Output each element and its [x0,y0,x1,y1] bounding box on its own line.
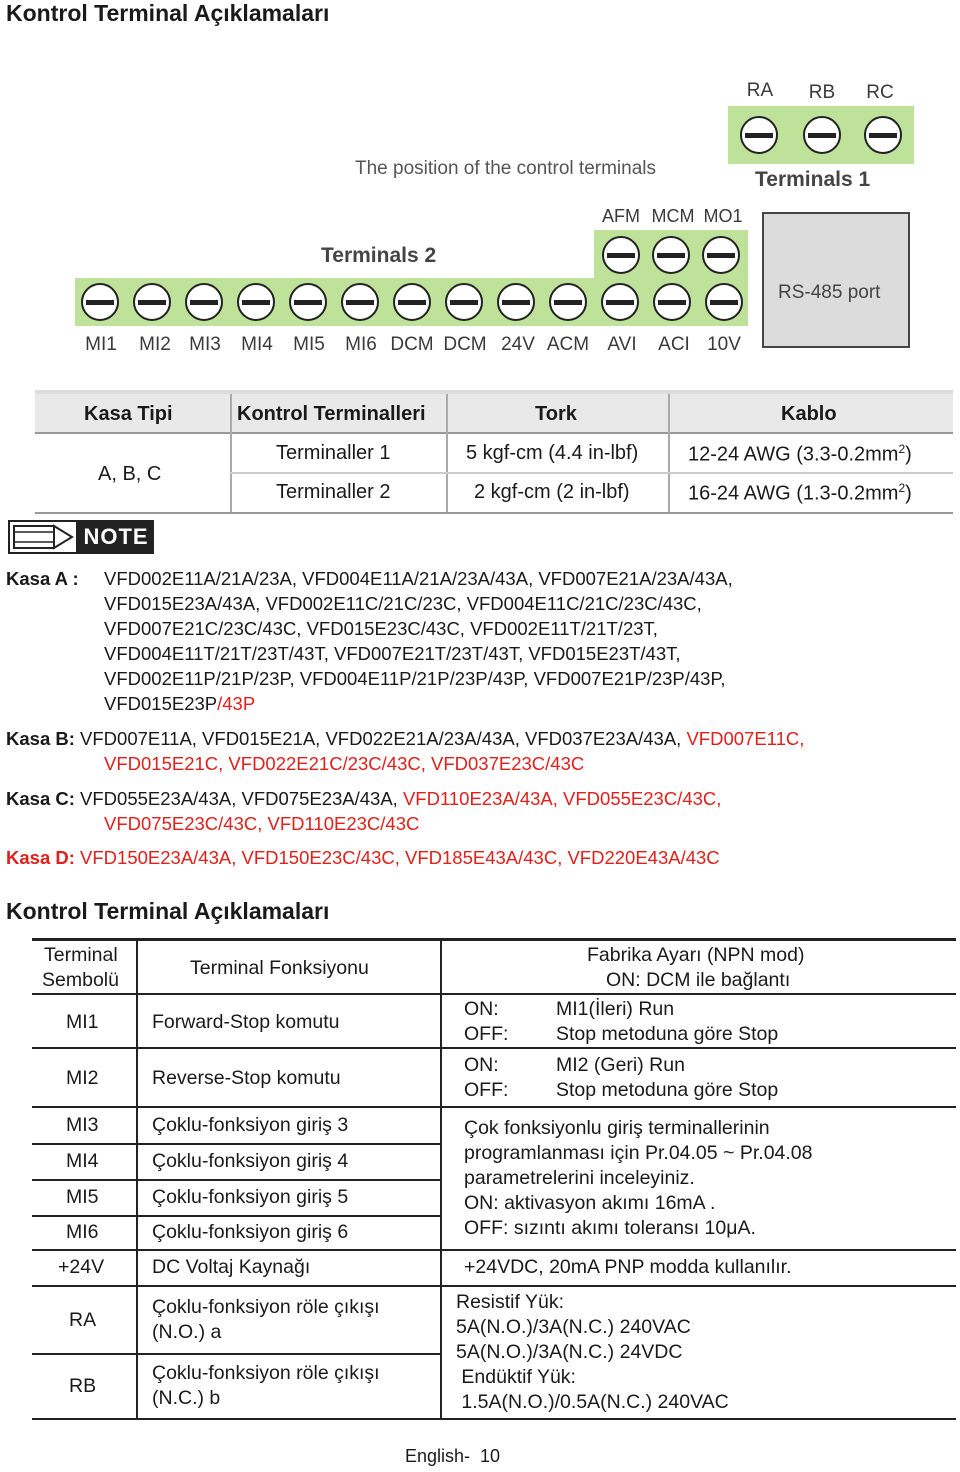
screw-icon [653,283,691,321]
terminal-label-dcm: DCM [443,334,487,355]
spec-header-kablo: Kablo [781,403,837,425]
spec-header-tork: Tork [535,403,577,425]
relay-terminal-block [728,106,914,164]
off-label: OFF: [464,1079,509,1101]
spec-kablo-2-text: 16-24 AWG (1.3-0.2mm [688,482,899,505]
spec-divider [230,394,232,514]
screw-icon [81,283,119,321]
multi-desc-line: parametrelerini inceleyiniz. [464,1167,695,1189]
table-rule [32,1143,440,1145]
model-text: VFD055E23A/43A, VFD075E23A/43A, [80,788,398,809]
multi-desc-line: Çok fonksiyonlu giriş terminallerinin [464,1117,770,1139]
spec-divider [668,394,670,514]
terminal-label-afm: AFM [602,206,640,226]
screw-icon [705,283,743,321]
model-text-red: VFD150E23A/43A, VFD150E23C/43C, VFD185E43A/43C, VFD220E43A/43C [80,847,720,868]
relay-desc-line: 5A(N.O.)/3A(N.C.) 240VAC [456,1316,691,1338]
model-text: VFD007E11A, VFD015E21A, VFD022E21A/23A/43A, VFD037E23A/43A, [80,728,682,749]
table-rule [32,1215,440,1217]
spec-divider [35,512,953,514]
relay-label-rb: RB [808,82,836,103]
screw-icon [237,283,275,321]
spec-tork-2: 2 kgf-cm (2 in-lbf) [474,481,630,503]
kasa-c-line2: VFD075E23C/43C, VFD110E23C/43C [104,813,420,834]
symbol-mi4: MI4 [66,1150,99,1172]
pencil-icon [8,520,78,554]
multi-desc-line: OFF: sızıntı akımı toleransı 10μA. [464,1217,756,1239]
screw-icon [393,283,431,321]
kasa-d-line [6,845,720,870]
spec-terminal-2: Terminaller 2 [276,481,391,503]
page-footer: English- 10 [405,1446,501,1466]
multi-desc-line: ON: aktivasyon akımı 16mA . [464,1192,716,1214]
table-rule [32,1353,440,1355]
off-text-mi2: Stop metoduna göre Stop [556,1079,779,1101]
spec-header-terminals: Kontrol Terminalleri [237,403,426,425]
function-mi5: Çoklu-fonksiyon giriş 5 [152,1186,349,1208]
spec-kablo-2 [688,481,912,506]
relay-desc-line: Resistif Yük: [456,1291,565,1313]
header-factory: ON: DCM ile bağlantı [606,969,791,991]
symbol-ra: RA [69,1309,97,1331]
model-text-red: VFD110E23A/43A, VFD055E23C/43C, [402,788,722,809]
terminal-label-mi3: MI3 [189,334,221,355]
header-factory: Fabrika Ayarı (NPN mod) [587,944,805,966]
kasa-a-label: Kasa A : [6,568,79,589]
table-rule [32,993,956,995]
kasa-c-line [6,786,721,811]
relay-label-ra: RA [746,80,774,101]
off-text-mi1: Stop metoduna göre Stop [556,1023,779,1045]
kasa-b-line2: VFD015E21C, VFD022E21C/23C/43C, VFD037E23C/43C [104,753,585,774]
screw-icon [702,236,740,274]
screw-icon [549,283,587,321]
terminal-label-10v: 10V [707,334,741,355]
relay-label-rc: RC [866,82,894,103]
diagram-caption: The position of the control terminals [355,158,656,179]
relay-desc-line: 1.5A(N.O.)/0.5A(N.C.) 240VAC [456,1391,729,1413]
kasa-a-line [104,691,255,716]
table-rule [32,1285,956,1287]
on-label: ON: [464,998,499,1020]
analog-output-terminal-block [594,230,748,278]
spec-divider [35,432,953,434]
superscript: 2 [898,481,906,495]
screw-icon [740,116,778,154]
paren: ) [905,482,912,505]
function-mi6: Çoklu-fonksiyon giriş 6 [152,1221,349,1243]
note-label: NOTE [78,520,154,554]
symbol-24v: +24V [58,1256,105,1278]
terminal-label-mi1: MI1 [85,334,117,355]
terminal-label-mi2: MI2 [139,334,171,355]
table-rule [32,1106,956,1108]
function-24v: DC Voltaj Kaynağı [152,1256,311,1278]
terminals1-title: Terminals 1 [755,168,871,191]
terminal-label-mcm: MCM [651,206,695,226]
paren: ) [905,443,912,466]
spec-terminal-1: Terminaller 1 [276,442,391,464]
terminal-label-mi6: MI6 [345,334,377,355]
terminal-label-24v: 24V [501,334,535,355]
kasa-a-line: VFD002E11A/21A/23A, VFD004E11A/21A/23A/43A, VFD007E21A/23A/43A, [104,568,733,589]
rs485-port [762,212,910,348]
table-rule [32,1047,956,1049]
screw-icon [864,116,902,154]
symbol-mi6: MI6 [66,1221,99,1243]
function-rb: Çoklu-fonksiyon röle çıkışı [152,1362,380,1384]
function-ra: Çoklu-fonksiyon röle çıkışı [152,1296,380,1318]
function-ra: (N.O.) a [152,1321,222,1343]
superscript: 2 [898,442,906,456]
table-rule [440,940,442,1418]
page-title: Kontrol Terminal Açıklamaları [6,0,330,26]
on-label: ON: [464,1054,499,1076]
spec-kablo-1 [688,442,912,467]
spec-header-kasa: Kasa Tipi [84,403,173,425]
note-badge [8,520,148,554]
terminal-label-avi: AVI [607,334,637,355]
off-label: OFF: [464,1023,509,1045]
header-function: Terminal Fonksiyonu [190,957,369,979]
rs485-label: RS-485 port [778,282,881,303]
spec-divider [446,394,448,514]
kasa-a-line: VFD015E23A/43A, VFD002E11C/21C/23C, VFD004E11C/21C/23C/43C, [104,593,702,614]
multi-desc-line: programlanması için Pr.04.05 ~ Pr.04.08 [464,1142,813,1164]
spec-tork-1: 5 kgf-cm (4.4 in-lbf) [466,442,639,464]
header-symbol: Sembolü [42,969,119,991]
symbol-rb: RB [69,1375,97,1397]
kasa-b-line [6,726,804,751]
main-terminal-block [75,278,748,326]
function-mi1: Forward-Stop komutu [152,1011,340,1033]
table-rule [32,1179,440,1181]
spec-kablo-1-text: 12-24 AWG (3.3-0.2mm [688,443,899,466]
function-mi3: Çoklu-fonksiyon giriş 3 [152,1114,349,1136]
terminal-label-dcm: DCM [390,334,434,355]
table-rule [136,940,138,1418]
screw-icon [445,283,483,321]
function-mi2: Reverse-Stop komutu [152,1067,341,1089]
screw-icon [497,283,535,321]
kasa-a-line: VFD007E21C/23C/43C, VFD015E23C/43C, VFD002E11T/21T/23T, [104,618,658,639]
kasa-b-label: Kasa B: [6,728,75,749]
terminal-label-mo1: MO1 [703,206,743,226]
screw-icon [601,283,639,321]
screw-icon [652,236,690,274]
screw-icon [185,283,223,321]
kasa-a-line: VFD004E11T/21T/23T/43T, VFD007E21T/23T/43T, VFD015E23T/43T, [104,643,681,664]
spec-kasa-value: A, B, C [98,463,162,485]
symbol-mi2: MI2 [66,1067,99,1089]
terminal-label-mi5: MI5 [293,334,325,355]
screw-icon [602,236,640,274]
spec-divider [230,472,953,474]
relay-desc-line: 5A(N.O.)/3A(N.C.) 24VDC [456,1341,683,1363]
function-rb: (N.C.) b [152,1387,221,1409]
screw-icon [341,283,379,321]
model-text-red: VFD007E11C, [686,728,805,749]
table-rule [32,938,956,941]
on-text-mi2: MI2 (Geri) Run [556,1054,685,1076]
kasa-d-label: Kasa D: [6,847,75,868]
terminals2-title: Terminals 2 [321,244,437,267]
screw-icon [133,283,171,321]
function-mi4: Çoklu-fonksiyon giriş 4 [152,1150,349,1172]
header-symbol: Terminal [44,944,118,966]
kasa-c-label: Kasa C: [6,788,75,809]
symbol-mi3: MI3 [66,1114,99,1136]
section-title: Kontrol Terminal Açıklamaları [6,898,330,924]
terminal-label-acm: ACM [546,334,590,355]
model-text-red: /43P [217,693,256,714]
on-text-mi1: MI1(İleri) Run [556,998,675,1020]
screw-icon [289,283,327,321]
desc-24v: +24VDC, 20mA PNP modda kullanılır. [464,1256,792,1278]
symbol-mi1: MI1 [66,1011,99,1033]
model-text: VFD015E23P [104,693,218,714]
table-rule [32,1418,956,1420]
terminal-label-mi4: MI4 [241,334,273,355]
table-rule [32,1249,956,1251]
relay-desc-line: Endüktif Yük: [456,1366,576,1388]
screw-icon [803,116,841,154]
symbol-mi5: MI5 [66,1186,99,1208]
terminal-label-aci: ACI [658,334,690,355]
kasa-a-line: VFD002E11P/21P/23P, VFD004E11P/21P/23P/43P, VFD007E21P/23P/43P, [104,668,726,689]
